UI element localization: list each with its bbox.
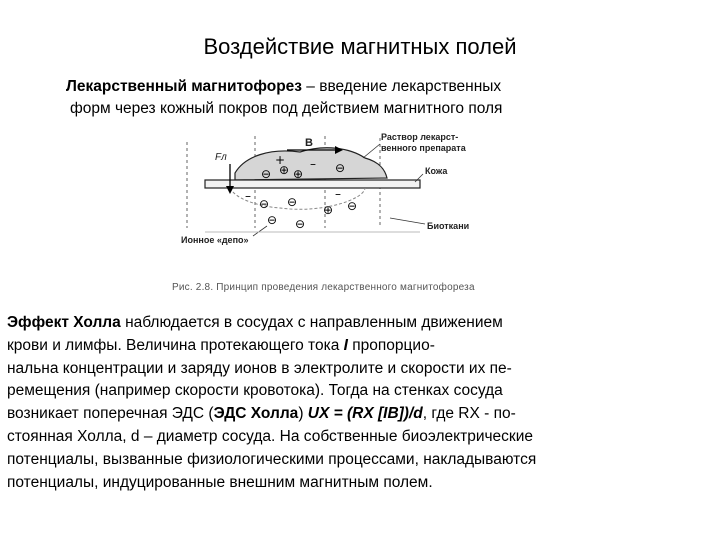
page-title: Воздействие магнитных полей	[203, 34, 517, 59]
svg-text:⊖: ⊖	[347, 199, 358, 213]
intro-line-2: форм через кожный покров под действием магнитного поля	[70, 100, 503, 117]
label-skin: Кожа	[425, 166, 448, 176]
hall-current-symbol: I	[343, 336, 348, 354]
hall-line-1-text: наблюдается в сосудах с направленным движением	[120, 314, 503, 331]
hall-line-2	[7, 335, 717, 358]
intro-line-1	[66, 76, 706, 98]
svg-text:–: –	[310, 157, 316, 171]
svg-text:–: –	[335, 187, 341, 201]
hall-line-2-end: пропорцио-	[347, 336, 435, 354]
svg-text:⊖: ⊖	[295, 217, 306, 231]
hall-line-4: ремещения (например скорости кровотока). Тогда на стенках сосуда	[7, 382, 503, 400]
hall-term: Эффект Холла	[7, 314, 121, 331]
hall-line-1	[7, 312, 717, 335]
skin-layer	[205, 180, 420, 188]
label-fl: Fл	[215, 152, 227, 163]
svg-text:⊖: ⊖	[259, 197, 270, 211]
hall-line-5	[7, 403, 717, 426]
svg-text:–: –	[245, 189, 251, 203]
svg-text:⊕: ⊕	[293, 167, 304, 181]
magnetophoresis-figure	[175, 128, 555, 298]
hall-line-8: потенциалы, индуцированные внешним магнитным полем.	[7, 473, 433, 491]
intro-term: Лекарственный магнитофорез	[66, 78, 302, 95]
intro-paragraph	[66, 76, 706, 120]
hall-line-7: потенциалы, вызванные физиологическими процессами, накладываются	[7, 450, 537, 468]
hall-line-3: нальна концентрации и заряду ионов в электролите и скорости их пе-	[7, 359, 512, 377]
label-ion-depot: Ионное «депо»	[181, 235, 249, 245]
svg-text:⊖: ⊖	[335, 161, 346, 175]
hall-line-2-text: крови и лимфы. Величина протекающего тока	[7, 336, 344, 354]
hall-formula: UX = (RX [IB])/d	[307, 405, 423, 423]
svg-text:+: +	[275, 153, 286, 167]
hall-effect-paragraph	[7, 312, 717, 494]
hall-emf-term: ЭДС Холла	[213, 405, 299, 423]
svg-text:⊖: ⊖	[287, 195, 298, 209]
label-biotissue: Биоткани	[427, 221, 470, 231]
hall-line-5-a: возникает поперечная ЭДС (	[7, 405, 214, 423]
figure-caption: Рис. 2.8. Принцип проведения лекарственного магнитофореза	[172, 282, 475, 293]
hall-line-6: стоянная Холла, d – диаметр сосуда. На собственные биоэлектрические	[7, 427, 533, 445]
magnetophoresis-diagram	[175, 128, 555, 278]
svg-text:⊕: ⊕	[323, 203, 334, 217]
label-solution-1: Раствор лекарст-	[381, 132, 459, 142]
intro-rest: – введение лекарственных	[302, 78, 502, 95]
hall-line-5-b: )	[298, 405, 308, 423]
label-solution-2: венного препарата	[381, 143, 466, 153]
label-b: В	[305, 137, 313, 149]
svg-text:⊖: ⊖	[267, 213, 278, 227]
svg-text:⊕: ⊕	[279, 163, 290, 177]
svg-text:⊖: ⊖	[261, 167, 272, 181]
hall-line-5-c: , где RX - по-	[422, 405, 516, 423]
